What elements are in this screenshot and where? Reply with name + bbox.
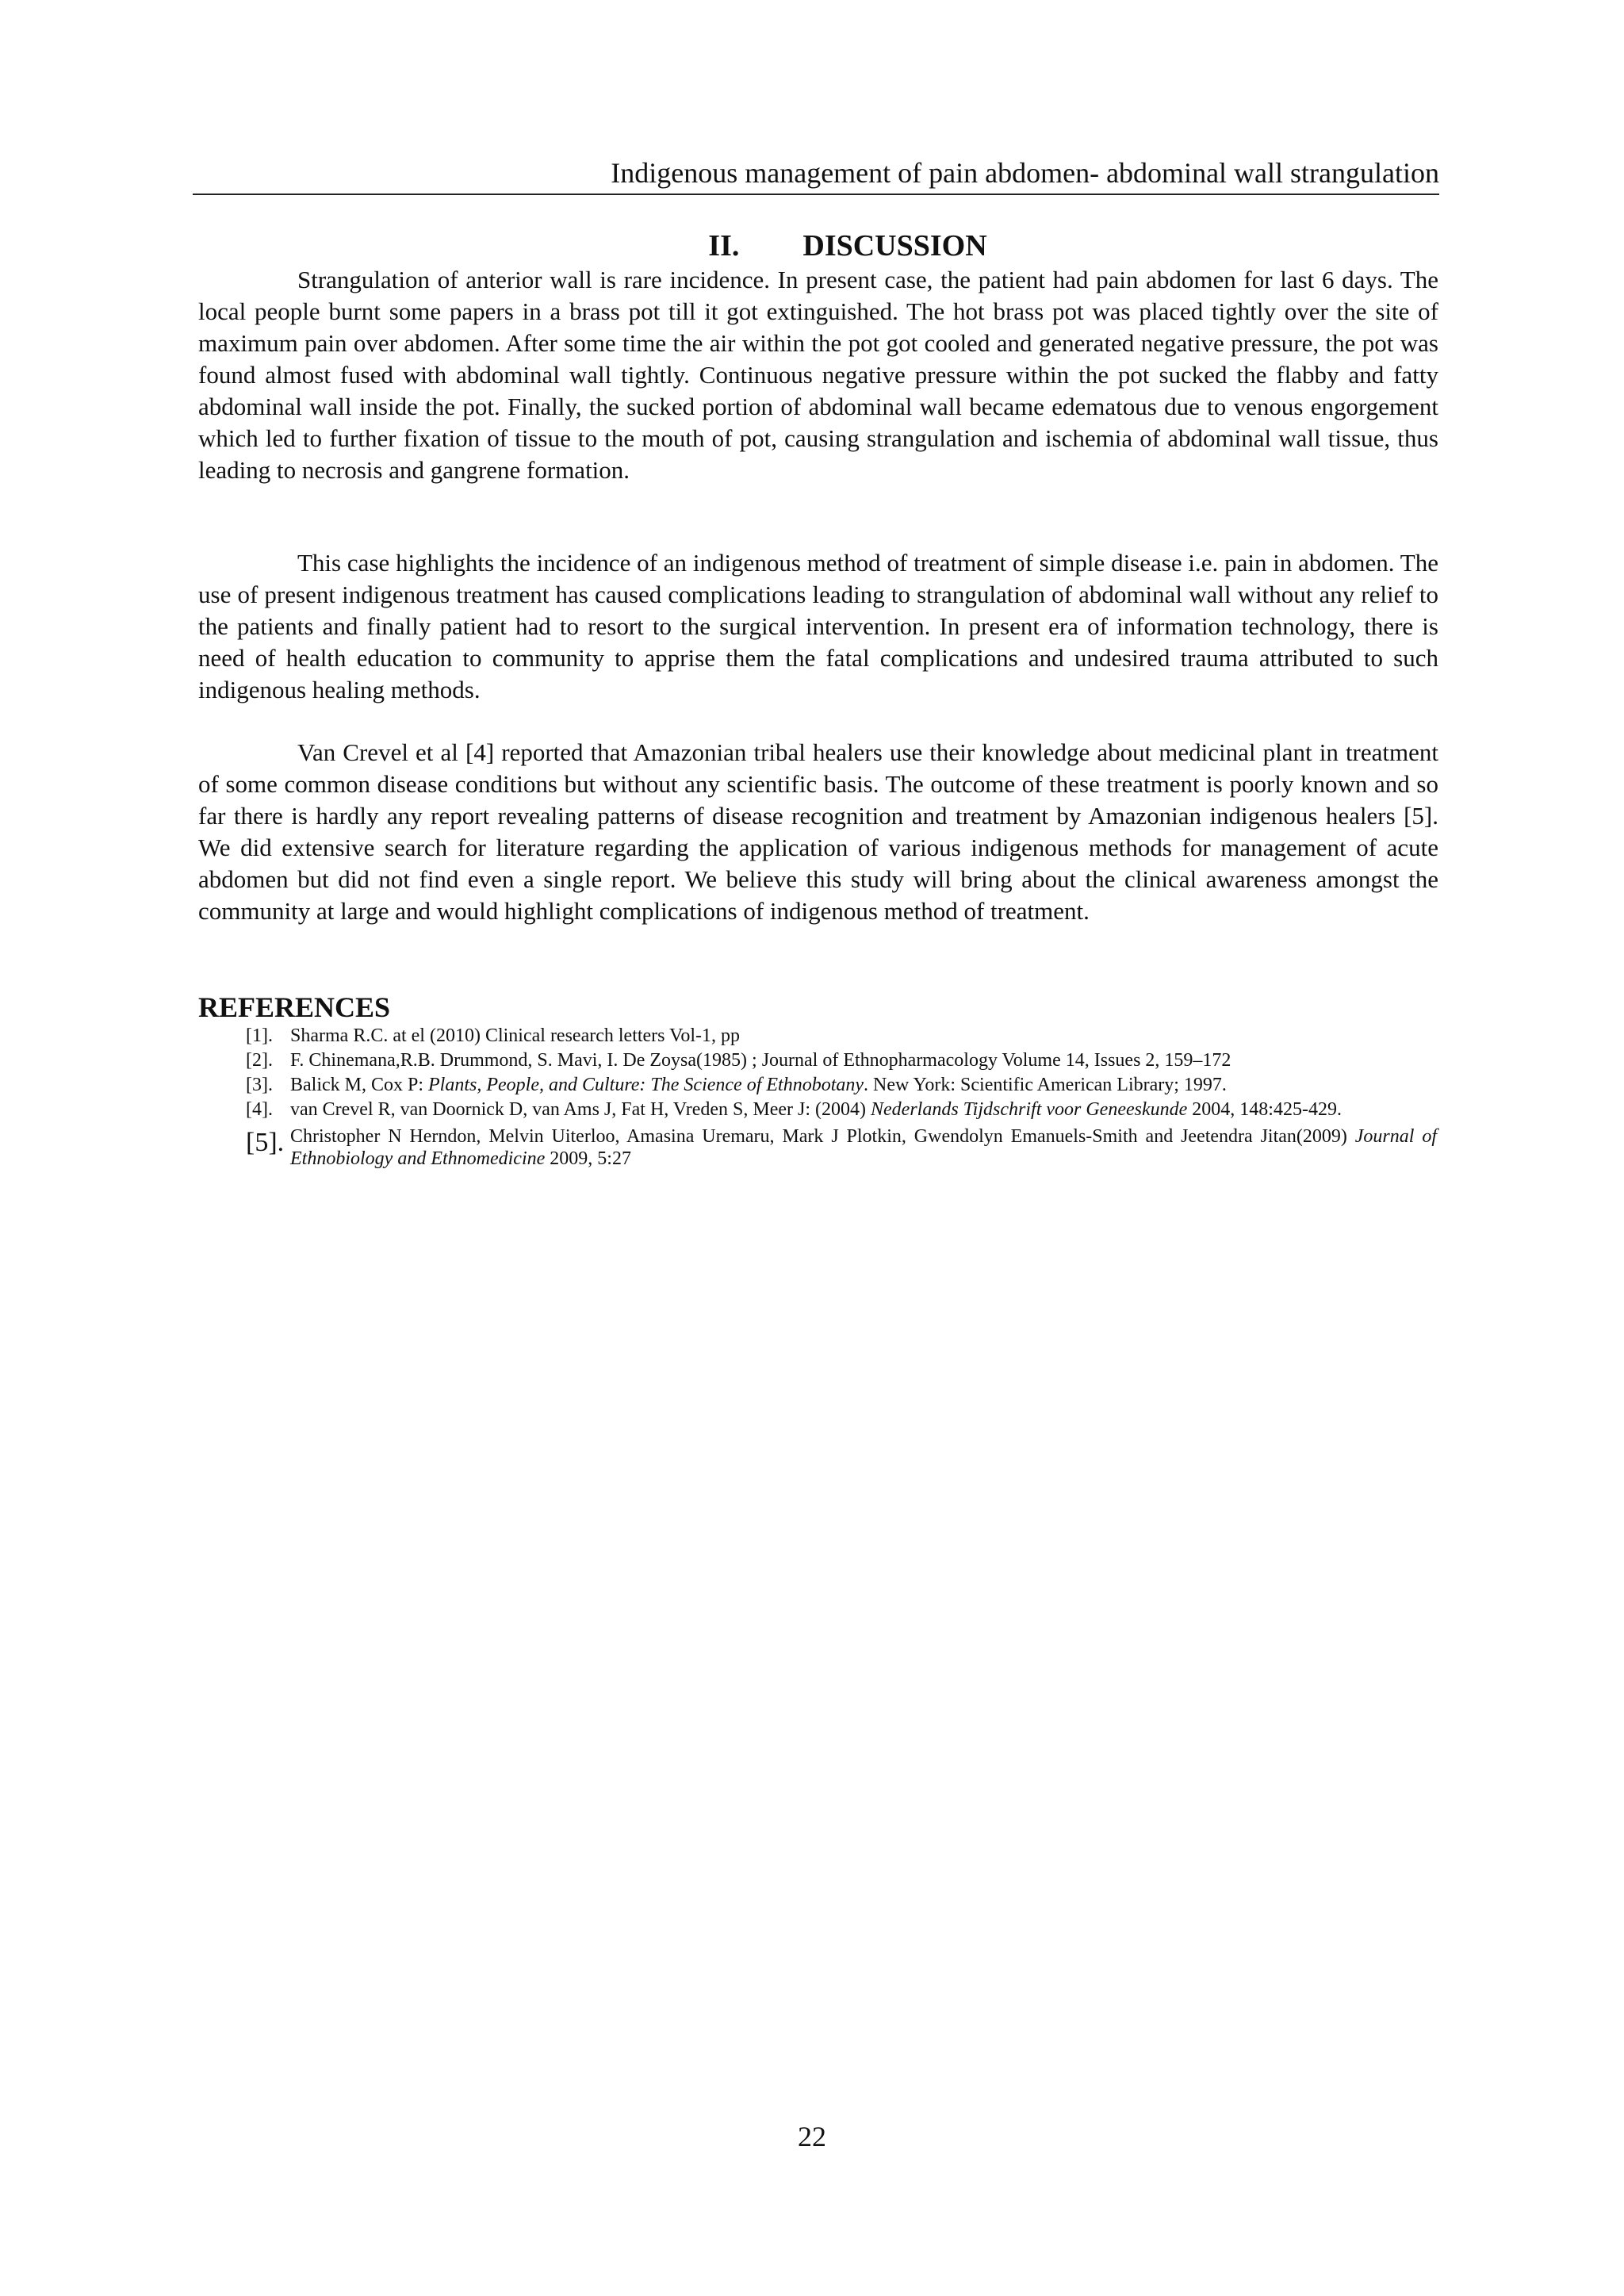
reference-item-2: [198, 1049, 1438, 1071]
paragraph-text: Strangulation of anterior wall is rare incidence. In present case, the patient had pain abdomen for last 6 days. The local people burnt some papers in a brass pot till it got extinguished. The hot brass pot was placed tightly over the site of maximum pain over abdomen. After some time the air within the pot got cooled and generated negative pressure, the pot was found almost fused with abdominal wall tightly. Continuous negative pressure within the pot sucked the flabby and fatty abdominal wall inside the pot. Finally, the sucked portion of abdominal wall became edematous due to venous engorgement which led to further fixation of tissue to the mouth of pot, causing strangulation and ischemia of abdominal wall tissue, thus leading to necrosis and gangrene formation.: [198, 266, 1438, 484]
reference-journal: Journal of Ethnobiology and Ethnomedicine: [290, 1126, 1437, 1169]
reference-publisher: . New York: Scientific American Library; 1997.: [864, 1075, 1227, 1095]
reference-item-1: [198, 1025, 1438, 1047]
running-header: Indigenous management of pain abdomen- abdominal wall strangulation: [193, 155, 1439, 195]
reference-journal: Nederlands Tijdschrift voor Geneeskunde: [871, 1099, 1188, 1120]
section-heading: [0, 227, 1624, 265]
references-list: [198, 1025, 1438, 1172]
reference-volume: 2004, 148:425-429.: [1187, 1099, 1342, 1120]
reference-number: [4].: [246, 1099, 273, 1120]
reference-item-3: [198, 1074, 1438, 1096]
paragraph-text: Van Crevel et al [4] reported that Amazonian tribal healers use their knowledge about medicinal plant in treatment of some common disease conditions but without any scientific basis. The outcome of these treatment is poorly known and so far there is hardly any report revealing patterns of disease recognition and treatment by Amazonian indigenous healers [5]. We did extensive search for literature regarding the application of various indigenous methods for management of acute abdomen but did not find even a single report. We believe this study will bring about the clinical awareness amongst the community at large and would highlight complications of indigenous method of treatment.: [198, 738, 1438, 925]
reference-authors: Balick M, Cox P:: [290, 1075, 429, 1095]
reference-authors: van Crevel R, van Doornick D, van Ams J, Fat H, Vreden S, Meer J: (2004): [290, 1099, 871, 1120]
discussion-paragraph-3: [198, 737, 1438, 927]
paragraph-text: This case highlights the incidence of an indigenous method of treatment of simple disease i.e. pain in abdomen. The use of present indigenous treatment has caused complications leading to strangulation of abdominal wall without any relief to the patients and finally patient had to resort to the surgical intervention. In present era of information technology, there is need of health education to community to apprise them the fatal complications and undesired trauma attributed to such indigenous healing methods.: [198, 549, 1438, 703]
reference-volume: 2009, 5:27: [545, 1148, 631, 1169]
reference-item-4: [198, 1098, 1438, 1121]
reference-title: Plants, People, and Culture: The Science of Ethnobotany: [428, 1075, 864, 1095]
reference-text: F. Chinemana,R.B. Drummond, S. Mavi, I. De Zoysa(1985) ; Journal of Ethnopharmacology Volume 14, Issues 2, 159–172: [290, 1050, 1231, 1071]
reference-text: Sharma R.C. at el (2010) Clinical research letters Vol-1, pp: [290, 1025, 740, 1046]
page-number: 22: [798, 2121, 826, 2152]
reference-text: [290, 1098, 1437, 1121]
discussion-paragraph-1: [198, 264, 1438, 486]
reference-text: [290, 1125, 1437, 1170]
section-title: DISCUSSION: [802, 229, 987, 263]
reference-authors: Christopher N Herndon, Melvin Uiterloo, Amasina Uremaru, Mark J Plotkin, Gwendolyn Emanuels-Smith and Jeetendra Jitan(2009): [290, 1126, 1355, 1147]
reference-item-5: [198, 1125, 1438, 1170]
discussion-paragraph-2: [198, 547, 1438, 706]
reference-text: [290, 1074, 1437, 1096]
reference-number: [2].: [246, 1050, 273, 1071]
reference-number: [5].: [246, 1128, 285, 1157]
section-number: II.: [708, 229, 740, 263]
references-heading: REFERENCES: [198, 991, 391, 1023]
reference-number: [3].: [246, 1075, 273, 1095]
reference-number: [1].: [246, 1025, 273, 1046]
